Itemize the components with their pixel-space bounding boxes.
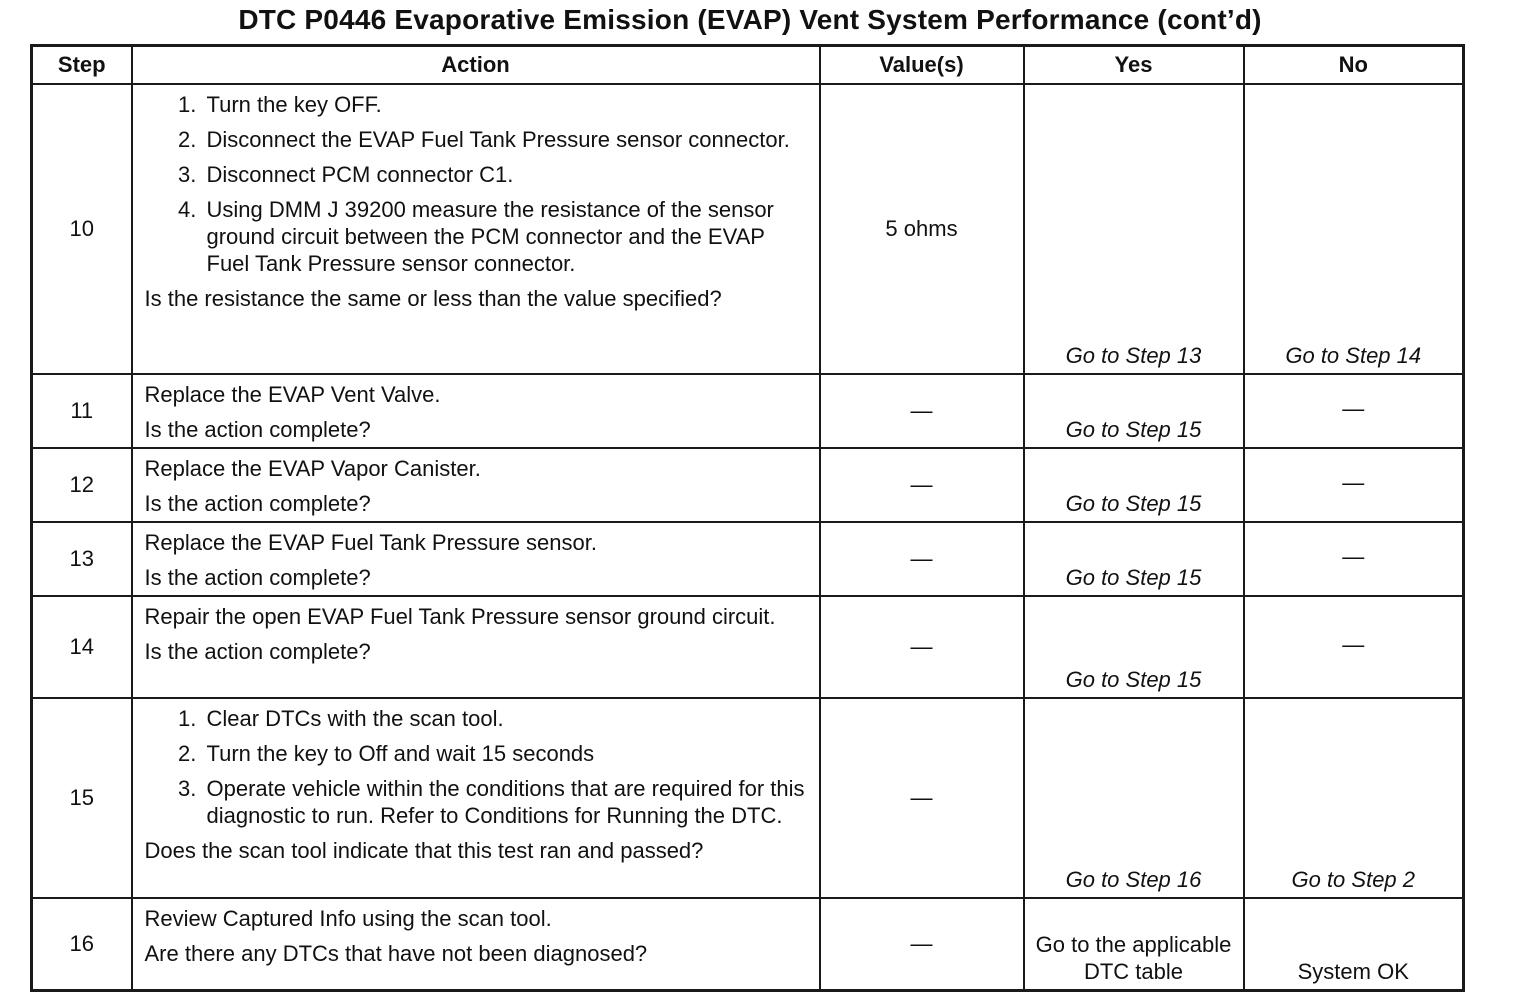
no-cell: — <box>1244 522 1464 596</box>
action-text: Repair the open EVAP Fuel Tank Pressure sensor ground circuit. <box>144 604 776 629</box>
action-cell <box>132 448 820 522</box>
table-row <box>32 522 1464 596</box>
yes-cell: Go to Step 15 <box>1024 448 1244 522</box>
action-cell <box>132 84 820 374</box>
action-text: Replace the EVAP Vent Valve. <box>144 382 441 407</box>
action-text: Replace the EVAP Fuel Tank Pressure sensor. <box>144 530 597 555</box>
value-cell: — <box>820 698 1024 898</box>
yes-cell: Go to Step 15 <box>1024 596 1244 698</box>
action-question: Is the action complete? <box>144 417 371 442</box>
no-cell: — <box>1244 596 1464 698</box>
step-number: 16 <box>32 898 132 990</box>
action-cell <box>132 596 820 698</box>
action-question: Is the action complete? <box>144 491 371 516</box>
header-yes: Yes <box>1024 46 1244 85</box>
action-question: Are there any DTCs that have not been diagnosed? <box>144 941 648 966</box>
action-text: Replace the EVAP Vapor Canister. <box>144 456 481 481</box>
no-cell: — <box>1244 448 1464 522</box>
table-row <box>32 448 1464 522</box>
table-row <box>32 898 1464 990</box>
header-values: Value(s) <box>820 46 1024 85</box>
header-step: Step <box>32 46 132 85</box>
value-cell: — <box>820 374 1024 448</box>
action-question: Is the action complete? <box>144 565 371 590</box>
action-step: 3. Disconnect PCM connector C1. <box>203 161 809 188</box>
no-cell: Go to Step 2 <box>1244 698 1464 898</box>
page-title: DTC P0446 Evaporative Emission (EVAP) Vent System Performance (cont’d) <box>238 4 1262 35</box>
action-steps-list <box>145 705 809 829</box>
value-cell: — <box>820 522 1024 596</box>
table-row <box>32 698 1464 898</box>
step-number: 15 <box>32 698 132 898</box>
action-steps-list <box>145 91 809 277</box>
yes-cell: Go to Step 13 <box>1024 84 1244 374</box>
table-row <box>32 596 1464 698</box>
table-row <box>32 374 1464 448</box>
value-cell: — <box>820 898 1024 990</box>
table-row <box>32 84 1464 374</box>
action-step: 3. Operate vehicle within the conditions that are required for this diagnostic to run. Refer to Conditions for Running the DTC. <box>203 775 809 829</box>
action-cell <box>132 522 820 596</box>
action-step: 4. Using DMM J 39200 measure the resistance of the sensor ground circuit between the PCM connector and the EVAP Fuel Tank Pressure sensor connector. <box>203 196 809 277</box>
step-number: 14 <box>32 596 132 698</box>
value-cell: — <box>820 596 1024 698</box>
step-number: 11 <box>32 374 132 448</box>
action-step: 1. Turn the key OFF. <box>203 91 809 118</box>
action-step: 2. Turn the key to Off and wait 15 seconds <box>203 740 809 767</box>
action-cell <box>132 898 820 990</box>
action-cell <box>132 698 820 898</box>
action-step: 2. Disconnect the EVAP Fuel Tank Pressure sensor connector. <box>203 126 809 153</box>
yes-cell: Go to Step 15 <box>1024 374 1244 448</box>
no-cell: System OK <box>1244 898 1464 990</box>
action-text: Review Captured Info using the scan tool. <box>144 906 552 931</box>
step-number: 13 <box>32 522 132 596</box>
action-step: 1. Clear DTCs with the scan tool. <box>203 705 809 732</box>
diagnostic-table <box>30 44 1465 992</box>
value-cell: — <box>820 448 1024 522</box>
step-number: 12 <box>32 448 132 522</box>
no-cell: Go to Step 14 <box>1244 84 1464 374</box>
header-no: No <box>1244 46 1464 85</box>
action-question: Is the resistance the same or less than the value specified? <box>144 286 722 311</box>
no-cell: — <box>1244 374 1464 448</box>
yes-cell: Go to the applicable DTC table <box>1024 898 1244 990</box>
yes-cell: Go to Step 15 <box>1024 522 1244 596</box>
step-number: 10 <box>32 84 132 374</box>
action-cell <box>132 374 820 448</box>
yes-cell: Go to Step 16 <box>1024 698 1244 898</box>
action-question: Is the action complete? <box>144 639 371 664</box>
table-header-row <box>32 46 1464 85</box>
action-question: Does the scan tool indicate that this test ran and passed? <box>144 838 704 863</box>
value-cell: 5 ohms <box>820 84 1024 374</box>
header-action: Action <box>132 46 820 85</box>
